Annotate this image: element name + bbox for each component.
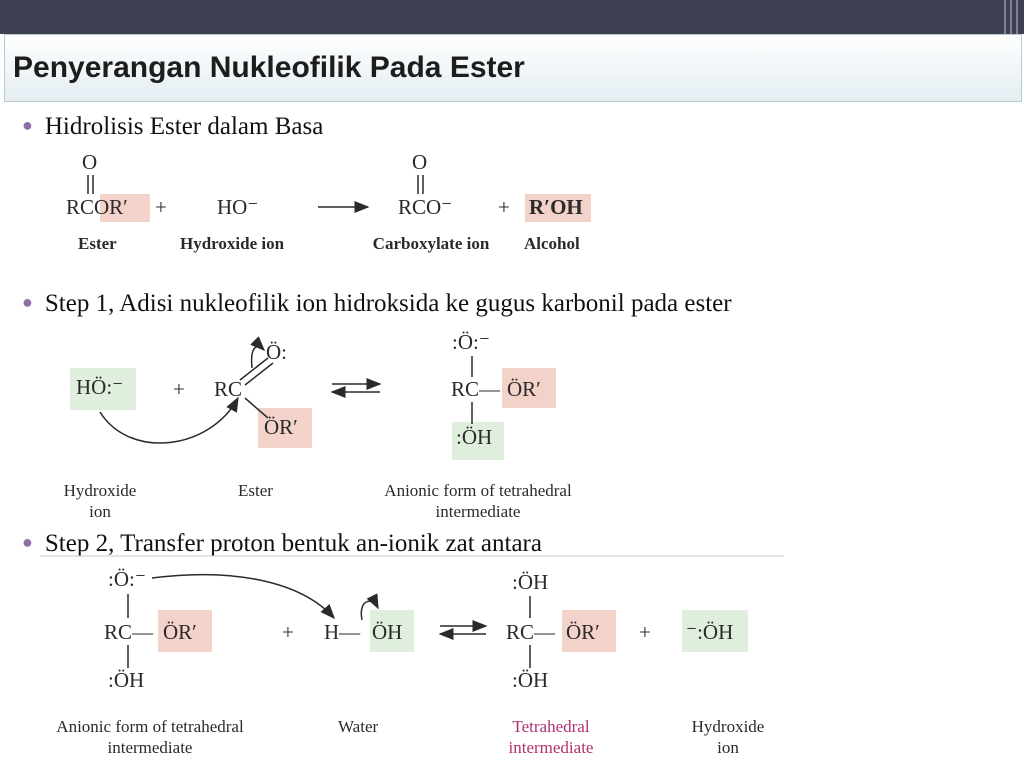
water-oh: ÖH [372,620,403,644]
step1-carbonyl-o: Ö: [266,340,287,364]
plus-sign: + [173,377,185,401]
hydroxide-formula: HO⁻ [217,195,259,219]
label-anionic-intermediate: Anionic form of tetrahedral intermediate [384,481,572,521]
ester-carbonyl-o: O [82,150,98,174]
plus-sign: + [498,195,510,219]
label-ester: Ester [238,481,273,500]
plus-sign: + [639,620,651,644]
tetrahedral-oh-top: :ÖH [512,570,549,594]
bullet-dot-icon: ● [22,532,33,552]
ester-c-o-double-bond [240,358,268,380]
plus-sign: + [282,620,294,644]
water-h: H— [324,620,361,644]
slide-title: Penyerangan Nukleofilik Pada Ester [13,51,525,84]
bullet-dot-icon: ● [22,292,33,312]
label-water: Water [338,717,379,736]
step2-hydroxide: ⁻:ÖH [686,620,734,644]
label-alcohol: Alcohol [524,234,580,253]
label-tetrahedral-intermediate: Tetrahedral intermediate [508,717,594,757]
bullet-dot-icon: ● [22,115,33,135]
step1-hydroxide: HÖ:⁻ [76,375,124,399]
step1-anion-o: :Ö:⁻ [452,330,490,354]
step2-anion-oh: :ÖH [108,668,145,692]
carboxylate-formula: RCO⁻ [398,195,453,219]
step2-anion-o: :Ö:⁻ [108,567,146,591]
label-ester: Ester [78,234,117,253]
plus-sign: + [155,195,167,219]
label-hydroxide-ion: Hydroxide ion [691,717,765,757]
tetrahedral-oh-bottom: :ÖH [512,668,549,692]
bond-break-arrow [361,601,378,620]
bullet-3-text: Step 2, Transfer proton bentuk an-ionik zat antara [44,530,542,557]
label-hydroxide-ion: Hydroxide ion [180,234,285,253]
step1-or: ÖR′ [264,415,298,439]
step1-rc: RC [214,377,243,401]
label-anionic-intermediate: Anionic form of tetrahedral intermediate [56,717,244,757]
proton-transfer-arrow [152,575,334,618]
bullet-1-text: Hidrolisis Ester dalam Basa [44,113,324,140]
carboxylate-carbonyl-o: O [412,150,428,174]
tetrahedral-or: ÖR′ [566,620,600,644]
tetrahedral-rc: RC— [506,620,556,644]
step2-anion-or: ÖR′ [163,620,197,644]
ester-c-or-bond [245,398,268,418]
nucleophile-attack-arrow [100,398,238,443]
alcohol-formula: R′OH [529,195,583,219]
step1-anion-rc: RC— [451,377,501,401]
electron-push-arrow [252,347,264,368]
ester-formula: RCOR′ [66,195,128,219]
label-hydroxide-ion: Hydroxide ion [63,481,137,521]
step1-anion-oh: :ÖH [456,425,493,449]
label-carboxylate-ion: Carboxylate ion [372,234,490,253]
ester-c-o-double-bond [245,363,273,385]
step2-anion-rc: RC— [104,620,154,644]
step1-anion-or: ÖR′ [507,377,541,401]
bullet-2-text: Step 1, Adisi nukleofilik ion hidroksida ke gugus karbonil pada ester [44,290,732,317]
